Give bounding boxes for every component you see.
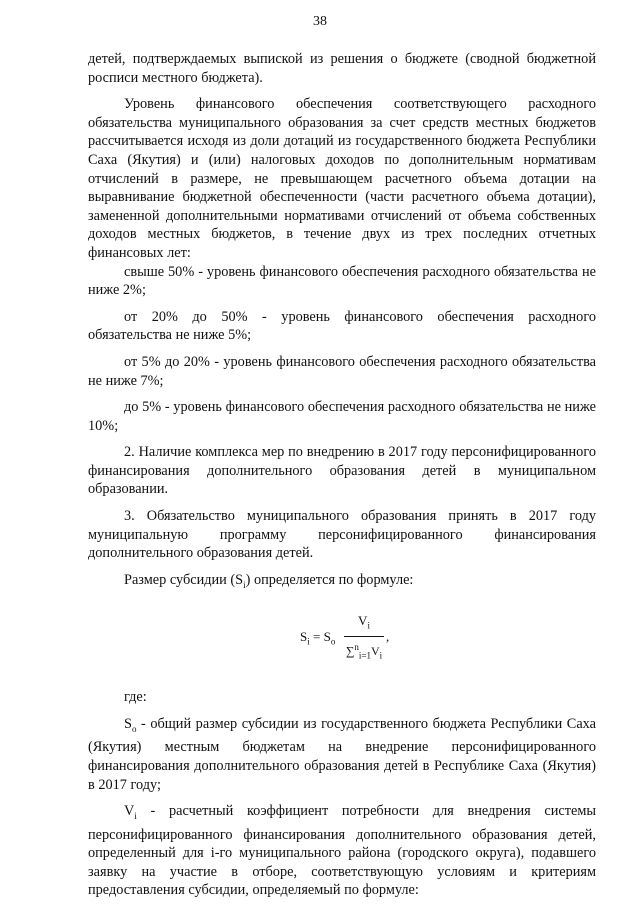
formula-denominator: $\sum^n_{i=1}V_i$ xyxy=(345,642,383,661)
document-body xyxy=(88,50,596,900)
formula-comma: , xyxy=(386,629,390,645)
paragraph: до 5% - уровень финансового обеспечения расходного обязательства не ниже 10%; xyxy=(88,399,596,434)
definition-vi: $V_i$ - расчетный коэффициент потребности для внедрения системы персонифицированного финансирования дополнительного образования детей, определенный для i-го муниципального района (городского округа), подавшего заявку на участие в отборе, соответствующую условиям и критериям предоставления субсидии, определяемый по формуле: xyxy=(88,803,596,899)
paragraph: детей, подтверждаемых выпиской из решения о бюджете (сводной бюджетной росписи местного бюджета). xyxy=(88,51,596,86)
paragraph: от 20% до 50% - уровень финансового обеспечения расходного обязательства не ниже 5%; xyxy=(88,308,596,344)
paragraph: 2. Наличие комплекса мер по внедрению в 2017 году персонифицированного финансирования дополнительного образования детей в муниципальном образовании. xyxy=(88,444,596,498)
formula-lhs: $S_i = S_o$ xyxy=(300,629,336,647)
where-label: где: xyxy=(124,689,147,706)
paragraph: Уровень финансового обеспечения соответствующего расходного обязательства муниципального образования за счет средств местных бюджетов рассчитывается исходя из доли дотаций из государственного бюджета Республики Саха (Якутия) и (или) налоговых доходов по дополнительным нормативам отчислений в размере, не превышающем расчетного объема дотации на выравнивание бюджетной обеспеченности (части расчетного объема дотации), замененной дополнительными нормативами отчислений от объема собственных доходов местных бюджетов, в течение двух из трех последних отчетных финансовых лет: xyxy=(88,96,596,261)
definition-so: $S_о$ - общий размер субсидии из государственного бюджета Республики Саха (Якутия) местным бюджетам на внедрение персонифицированного финансирования дополнительного образования детей в Республике Саха (Якутия) в 2017 году; xyxy=(88,715,596,793)
page-number: 38 xyxy=(313,14,327,29)
paragraph: от 5% до 20% - уровень финансового обеспечения расходного обязательства не ниже 7%; xyxy=(88,353,596,389)
formula xyxy=(88,612,596,662)
formula-fraction xyxy=(344,612,384,665)
formula-numerator: $V_i$ xyxy=(344,612,384,637)
paragraph: свыше 50% - уровень финансового обеспечения расходного обязательства не ниже 2%; xyxy=(88,263,596,299)
formula-intro: Размер субсидии $(S_i)$ определяется по формуле: xyxy=(124,571,414,590)
paragraph: 3. Обязательство муниципального образования принять в 2017 году муниципальную программу персонифицированного финансирования дополнительного образования детей. xyxy=(88,508,596,562)
